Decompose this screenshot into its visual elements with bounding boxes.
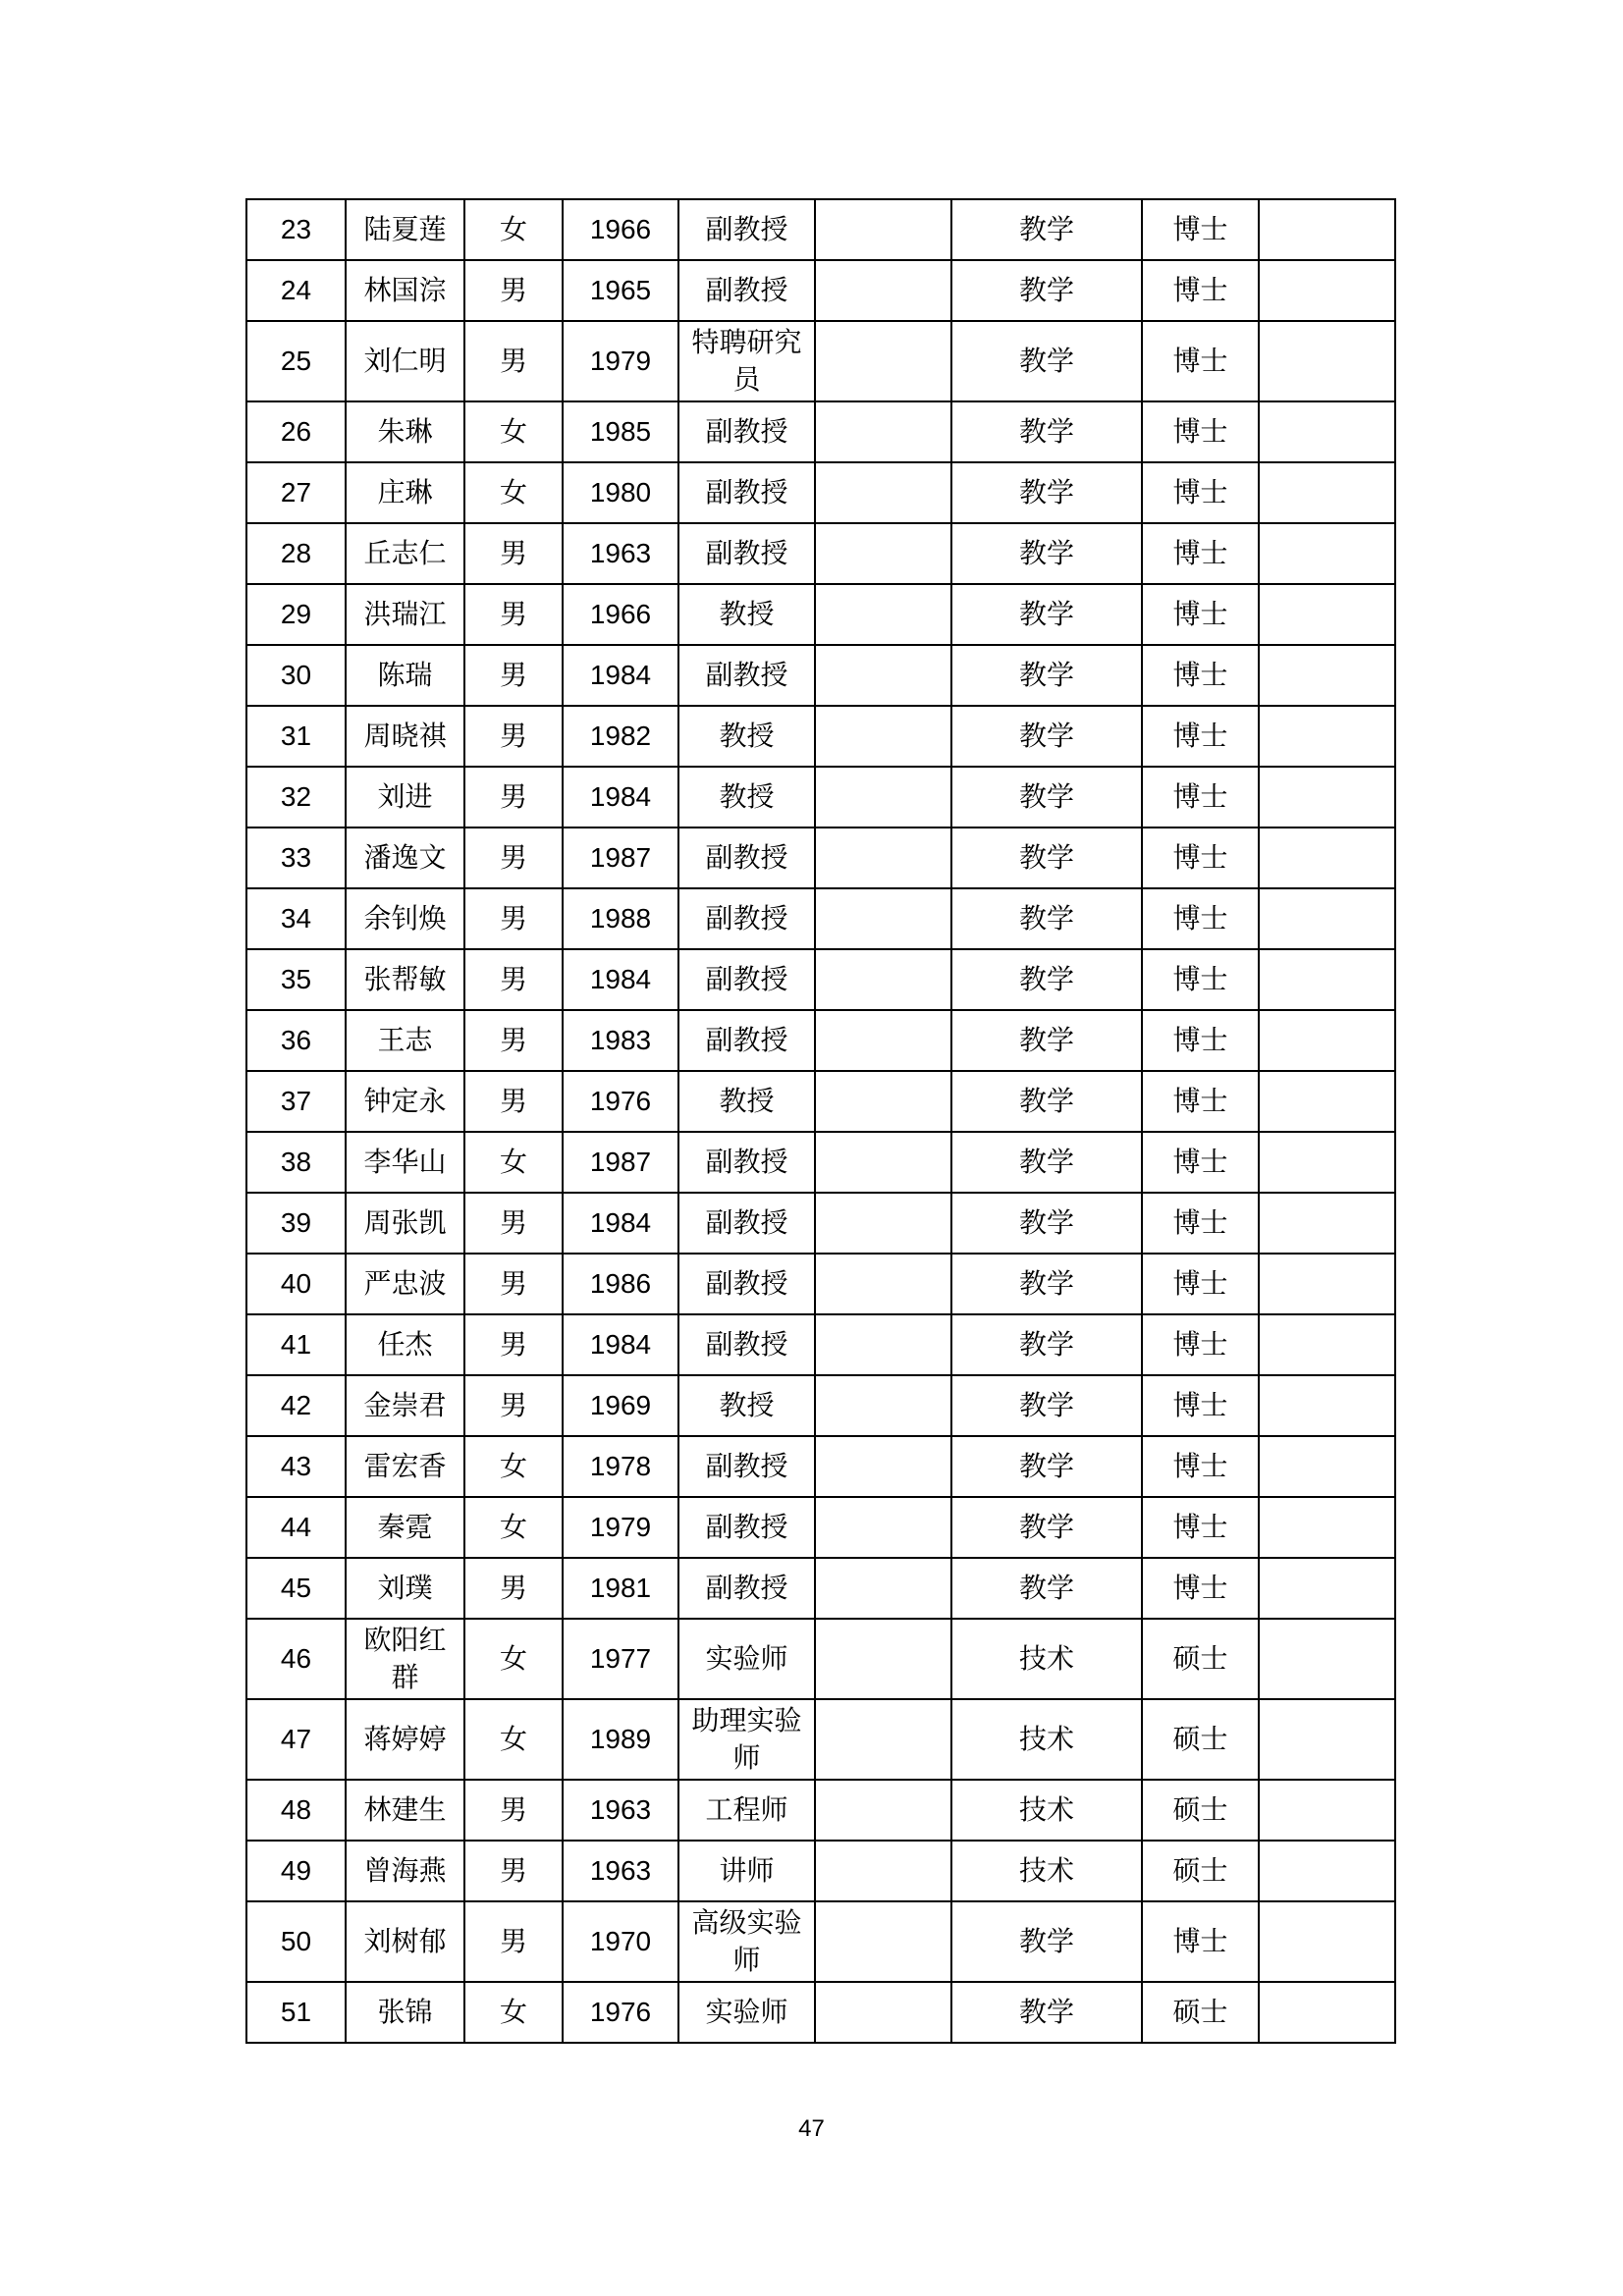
blank-cell [815, 523, 951, 584]
blank-cell [815, 1071, 951, 1132]
blank-cell [815, 199, 951, 260]
row-number-cell: 23 [246, 199, 346, 260]
degree-cell: 博士 [1142, 1071, 1259, 1132]
blank-cell [815, 321, 951, 401]
name-cell: 周晓祺 [346, 706, 464, 767]
blank-cell [815, 1193, 951, 1254]
gender-cell: 女 [464, 462, 563, 523]
row-number-cell: 40 [246, 1254, 346, 1314]
birth-year-cell: 1976 [563, 1982, 678, 2043]
table-row [246, 321, 1395, 401]
degree-cell: 博士 [1142, 523, 1259, 584]
blank-cell [815, 1558, 951, 1619]
name-cell: 刘进 [346, 767, 464, 828]
degree-cell: 硕士 [1142, 1982, 1259, 2043]
note-cell [1259, 523, 1395, 584]
post-type-cell: 教学 [951, 321, 1142, 401]
birth-year-cell: 1963 [563, 1780, 678, 1841]
name-cell: 王志 [346, 1010, 464, 1071]
name-cell: 任杰 [346, 1314, 464, 1375]
post-type-cell: 教学 [951, 462, 1142, 523]
title-cell: 副教授 [678, 1254, 815, 1314]
degree-cell: 博士 [1142, 462, 1259, 523]
title-cell: 副教授 [678, 199, 815, 260]
gender-cell: 男 [464, 1071, 563, 1132]
degree-cell: 硕士 [1142, 1619, 1259, 1699]
title-cell: 教授 [678, 1071, 815, 1132]
post-type-cell: 教学 [951, 1071, 1142, 1132]
blank-cell [815, 584, 951, 645]
note-cell [1259, 1497, 1395, 1558]
title-cell: 副教授 [678, 1558, 815, 1619]
table-row [246, 888, 1395, 949]
gender-cell: 男 [464, 706, 563, 767]
note-cell [1259, 1780, 1395, 1841]
blank-cell [815, 1841, 951, 1901]
row-number-cell: 26 [246, 401, 346, 462]
post-type-cell: 教学 [951, 949, 1142, 1010]
post-type-cell: 教学 [951, 260, 1142, 321]
title-cell: 副教授 [678, 1193, 815, 1254]
table-row [246, 1254, 1395, 1314]
note-cell [1259, 949, 1395, 1010]
name-cell: 严忠波 [346, 1254, 464, 1314]
note-cell [1259, 1375, 1395, 1436]
post-type-cell: 教学 [951, 1193, 1142, 1254]
gender-cell: 男 [464, 645, 563, 706]
blank-cell [815, 260, 951, 321]
birth-year-cell: 1983 [563, 1010, 678, 1071]
degree-cell: 博士 [1142, 260, 1259, 321]
note-cell [1259, 1982, 1395, 2043]
post-type-cell: 教学 [951, 888, 1142, 949]
blank-cell [815, 1982, 951, 2043]
title-cell: 副教授 [678, 828, 815, 888]
table-row [246, 1558, 1395, 1619]
note-cell [1259, 1254, 1395, 1314]
note-cell [1259, 260, 1395, 321]
degree-cell: 博士 [1142, 1132, 1259, 1193]
degree-cell: 硕士 [1142, 1841, 1259, 1901]
row-number-cell: 42 [246, 1375, 346, 1436]
table-row [246, 1497, 1395, 1558]
note-cell [1259, 1010, 1395, 1071]
blank-cell [815, 1699, 951, 1780]
gender-cell: 男 [464, 888, 563, 949]
gender-cell: 男 [464, 767, 563, 828]
gender-cell: 女 [464, 1132, 563, 1193]
title-cell: 讲师 [678, 1841, 815, 1901]
post-type-cell: 技术 [951, 1619, 1142, 1699]
row-number-cell: 36 [246, 1010, 346, 1071]
birth-year-cell: 1987 [563, 1132, 678, 1193]
birth-year-cell: 1984 [563, 1314, 678, 1375]
gender-cell: 女 [464, 1699, 563, 1780]
title-cell: 助理实验师 [678, 1699, 815, 1780]
blank-cell [815, 462, 951, 523]
row-number-cell: 29 [246, 584, 346, 645]
table-row [246, 1619, 1395, 1699]
row-number-cell: 32 [246, 767, 346, 828]
degree-cell: 博士 [1142, 888, 1259, 949]
name-cell: 金崇君 [346, 1375, 464, 1436]
birth-year-cell: 1985 [563, 401, 678, 462]
name-cell: 丘志仁 [346, 523, 464, 584]
title-cell: 副教授 [678, 1010, 815, 1071]
name-cell: 朱琳 [346, 401, 464, 462]
gender-cell: 男 [464, 1558, 563, 1619]
birth-year-cell: 1984 [563, 767, 678, 828]
name-cell: 李华山 [346, 1132, 464, 1193]
table-row [246, 645, 1395, 706]
title-cell: 实验师 [678, 1619, 815, 1699]
table-row [246, 523, 1395, 584]
title-cell: 副教授 [678, 523, 815, 584]
post-type-cell: 教学 [951, 645, 1142, 706]
degree-cell: 博士 [1142, 1497, 1259, 1558]
note-cell [1259, 1132, 1395, 1193]
name-cell: 刘仁明 [346, 321, 464, 401]
post-type-cell: 技术 [951, 1699, 1142, 1780]
row-number-cell: 35 [246, 949, 346, 1010]
table-row [246, 1436, 1395, 1497]
name-cell: 蒋婷婷 [346, 1699, 464, 1780]
post-type-cell: 技术 [951, 1841, 1142, 1901]
note-cell [1259, 401, 1395, 462]
gender-cell: 男 [464, 1375, 563, 1436]
degree-cell: 硕士 [1142, 1780, 1259, 1841]
gender-cell: 男 [464, 523, 563, 584]
table-row [246, 462, 1395, 523]
birth-year-cell: 1977 [563, 1619, 678, 1699]
row-number-cell: 45 [246, 1558, 346, 1619]
title-cell: 副教授 [678, 462, 815, 523]
birth-year-cell: 1978 [563, 1436, 678, 1497]
gender-cell: 男 [464, 321, 563, 401]
table-row [246, 260, 1395, 321]
degree-cell: 博士 [1142, 401, 1259, 462]
title-cell: 工程师 [678, 1780, 815, 1841]
title-cell: 教授 [678, 706, 815, 767]
birth-year-cell: 1987 [563, 828, 678, 888]
note-cell [1259, 767, 1395, 828]
title-cell: 副教授 [678, 645, 815, 706]
gender-cell: 女 [464, 1982, 563, 2043]
title-cell: 高级实验师 [678, 1901, 815, 1982]
note-cell [1259, 462, 1395, 523]
row-number-cell: 38 [246, 1132, 346, 1193]
gender-cell: 男 [464, 949, 563, 1010]
name-cell: 钟定永 [346, 1071, 464, 1132]
post-type-cell: 教学 [951, 1132, 1142, 1193]
birth-year-cell: 1979 [563, 1497, 678, 1558]
birth-year-cell: 1982 [563, 706, 678, 767]
note-cell [1259, 321, 1395, 401]
post-type-cell: 教学 [951, 1254, 1142, 1314]
post-type-cell: 教学 [951, 584, 1142, 645]
degree-cell: 博士 [1142, 1193, 1259, 1254]
birth-year-cell: 1989 [563, 1699, 678, 1780]
title-cell: 副教授 [678, 1132, 815, 1193]
row-number-cell: 25 [246, 321, 346, 401]
table-row [246, 828, 1395, 888]
blank-cell [815, 828, 951, 888]
table-row [246, 1780, 1395, 1841]
row-number-cell: 41 [246, 1314, 346, 1375]
name-cell: 刘树郁 [346, 1901, 464, 1982]
name-cell: 潘逸文 [346, 828, 464, 888]
row-number-cell: 34 [246, 888, 346, 949]
row-number-cell: 28 [246, 523, 346, 584]
post-type-cell: 教学 [951, 199, 1142, 260]
birth-year-cell: 1969 [563, 1375, 678, 1436]
gender-cell: 男 [464, 1841, 563, 1901]
blank-cell [815, 1375, 951, 1436]
table-row [246, 1982, 1395, 2043]
birth-year-cell: 1966 [563, 584, 678, 645]
post-type-cell: 技术 [951, 1780, 1142, 1841]
blank-cell [815, 401, 951, 462]
row-number-cell: 44 [246, 1497, 346, 1558]
degree-cell: 博士 [1142, 1375, 1259, 1436]
post-type-cell: 教学 [951, 1558, 1142, 1619]
birth-year-cell: 1980 [563, 462, 678, 523]
gender-cell: 男 [464, 1780, 563, 1841]
title-cell: 特聘研究员 [678, 321, 815, 401]
name-cell: 周张凯 [346, 1193, 464, 1254]
note-cell [1259, 1314, 1395, 1375]
blank-cell [815, 1619, 951, 1699]
row-number-cell: 24 [246, 260, 346, 321]
title-cell: 教授 [678, 584, 815, 645]
post-type-cell: 教学 [951, 706, 1142, 767]
gender-cell: 女 [464, 199, 563, 260]
note-cell [1259, 199, 1395, 260]
name-cell: 林国淙 [346, 260, 464, 321]
name-cell: 洪瑞江 [346, 584, 464, 645]
degree-cell: 博士 [1142, 321, 1259, 401]
birth-year-cell: 1981 [563, 1558, 678, 1619]
table-row [246, 1901, 1395, 1982]
title-cell: 副教授 [678, 888, 815, 949]
blank-cell [815, 767, 951, 828]
degree-cell: 博士 [1142, 949, 1259, 1010]
row-number-cell: 33 [246, 828, 346, 888]
gender-cell: 男 [464, 1314, 563, 1375]
name-cell: 雷宏香 [346, 1436, 464, 1497]
note-cell [1259, 1841, 1395, 1901]
name-cell: 余钊焕 [346, 888, 464, 949]
note-cell [1259, 1193, 1395, 1254]
birth-year-cell: 1966 [563, 199, 678, 260]
birth-year-cell: 1979 [563, 321, 678, 401]
note-cell [1259, 1558, 1395, 1619]
title-cell: 副教授 [678, 949, 815, 1010]
birth-year-cell: 1986 [563, 1254, 678, 1314]
birth-year-cell: 1970 [563, 1901, 678, 1982]
name-cell: 林建生 [346, 1780, 464, 1841]
blank-cell [815, 949, 951, 1010]
name-cell: 张锦 [346, 1982, 464, 2043]
row-number-cell: 49 [246, 1841, 346, 1901]
degree-cell: 博士 [1142, 1010, 1259, 1071]
post-type-cell: 教学 [951, 523, 1142, 584]
title-cell: 副教授 [678, 1497, 815, 1558]
title-cell: 教授 [678, 1375, 815, 1436]
name-cell: 陆夏莲 [346, 199, 464, 260]
name-cell: 欧阳红群 [346, 1619, 464, 1699]
degree-cell: 博士 [1142, 1254, 1259, 1314]
blank-cell [815, 1901, 951, 1982]
note-cell [1259, 645, 1395, 706]
table-row [246, 949, 1395, 1010]
table-row [246, 401, 1395, 462]
post-type-cell: 教学 [951, 1982, 1142, 2043]
note-cell [1259, 1619, 1395, 1699]
row-number-cell: 43 [246, 1436, 346, 1497]
birth-year-cell: 1963 [563, 523, 678, 584]
blank-cell [815, 888, 951, 949]
note-cell [1259, 1699, 1395, 1780]
table-row [246, 1314, 1395, 1375]
note-cell [1259, 888, 1395, 949]
table-body [246, 199, 1395, 2043]
degree-cell: 博士 [1142, 1436, 1259, 1497]
row-number-cell: 37 [246, 1071, 346, 1132]
table-row [246, 1375, 1395, 1436]
post-type-cell: 教学 [951, 767, 1142, 828]
row-number-cell: 39 [246, 1193, 346, 1254]
degree-cell: 博士 [1142, 767, 1259, 828]
note-cell [1259, 706, 1395, 767]
post-type-cell: 教学 [951, 401, 1142, 462]
table-row [246, 1841, 1395, 1901]
name-cell: 张帮敏 [346, 949, 464, 1010]
post-type-cell: 教学 [951, 1436, 1142, 1497]
gender-cell: 男 [464, 1010, 563, 1071]
birth-year-cell: 1963 [563, 1841, 678, 1901]
degree-cell: 博士 [1142, 1558, 1259, 1619]
table-row [246, 1193, 1395, 1254]
blank-cell [815, 1436, 951, 1497]
blank-cell [815, 706, 951, 767]
post-type-cell: 教学 [951, 1375, 1142, 1436]
gender-cell: 女 [464, 1497, 563, 1558]
degree-cell: 博士 [1142, 828, 1259, 888]
blank-cell [815, 645, 951, 706]
blank-cell [815, 1497, 951, 1558]
degree-cell: 博士 [1142, 645, 1259, 706]
table-row [246, 199, 1395, 260]
gender-cell: 男 [464, 584, 563, 645]
gender-cell: 女 [464, 1619, 563, 1699]
title-cell: 副教授 [678, 401, 815, 462]
gender-cell: 男 [464, 1193, 563, 1254]
birth-year-cell: 1984 [563, 949, 678, 1010]
note-cell [1259, 1436, 1395, 1497]
title-cell: 实验师 [678, 1982, 815, 2043]
gender-cell: 男 [464, 828, 563, 888]
blank-cell [815, 1132, 951, 1193]
row-number-cell: 48 [246, 1780, 346, 1841]
post-type-cell: 教学 [951, 828, 1142, 888]
birth-year-cell: 1984 [563, 645, 678, 706]
row-number-cell: 46 [246, 1619, 346, 1699]
title-cell: 副教授 [678, 260, 815, 321]
birth-year-cell: 1984 [563, 1193, 678, 1254]
degree-cell: 硕士 [1142, 1699, 1259, 1780]
birth-year-cell: 1965 [563, 260, 678, 321]
blank-cell [815, 1314, 951, 1375]
name-cell: 秦霓 [346, 1497, 464, 1558]
blank-cell [815, 1010, 951, 1071]
post-type-cell: 教学 [951, 1010, 1142, 1071]
row-number-cell: 47 [246, 1699, 346, 1780]
blank-cell [815, 1780, 951, 1841]
gender-cell: 男 [464, 1901, 563, 1982]
row-number-cell: 31 [246, 706, 346, 767]
title-cell: 副教授 [678, 1436, 815, 1497]
table-row [246, 1010, 1395, 1071]
row-number-cell: 30 [246, 645, 346, 706]
name-cell: 陈瑞 [346, 645, 464, 706]
page-number: 47 [798, 2115, 825, 2142]
degree-cell: 博士 [1142, 584, 1259, 645]
degree-cell: 博士 [1142, 1314, 1259, 1375]
row-number-cell: 50 [246, 1901, 346, 1982]
name-cell: 刘璞 [346, 1558, 464, 1619]
gender-cell: 男 [464, 260, 563, 321]
table-row [246, 767, 1395, 828]
staff-table [245, 198, 1396, 2044]
note-cell [1259, 1071, 1395, 1132]
gender-cell: 女 [464, 401, 563, 462]
table-row [246, 1071, 1395, 1132]
gender-cell: 女 [464, 1436, 563, 1497]
gender-cell: 男 [464, 1254, 563, 1314]
note-cell [1259, 828, 1395, 888]
degree-cell: 博士 [1142, 1901, 1259, 1982]
degree-cell: 博士 [1142, 706, 1259, 767]
degree-cell: 博士 [1142, 199, 1259, 260]
name-cell: 庄琳 [346, 462, 464, 523]
row-number-cell: 51 [246, 1982, 346, 2043]
post-type-cell: 教学 [951, 1314, 1142, 1375]
birth-year-cell: 1988 [563, 888, 678, 949]
post-type-cell: 教学 [951, 1497, 1142, 1558]
table-row [246, 1132, 1395, 1193]
title-cell: 教授 [678, 767, 815, 828]
table-row [246, 706, 1395, 767]
blank-cell [815, 1254, 951, 1314]
note-cell [1259, 584, 1395, 645]
note-cell [1259, 1901, 1395, 1982]
table-row [246, 584, 1395, 645]
post-type-cell: 教学 [951, 1901, 1142, 1982]
birth-year-cell: 1976 [563, 1071, 678, 1132]
table-row [246, 1699, 1395, 1780]
name-cell: 曾海燕 [346, 1841, 464, 1901]
title-cell: 副教授 [678, 1314, 815, 1375]
row-number-cell: 27 [246, 462, 346, 523]
